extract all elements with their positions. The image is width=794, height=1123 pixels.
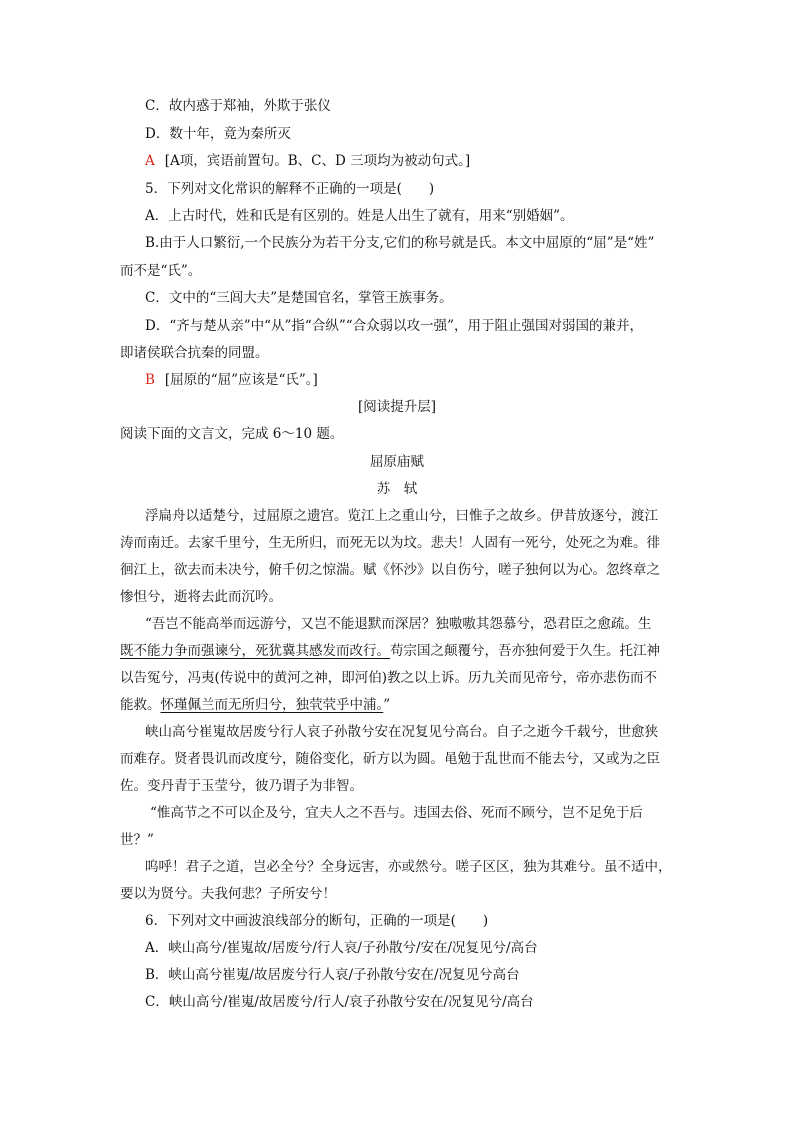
section-label: [阅读提升层]: [357, 399, 437, 415]
passage-p3-line3: 佐。变丹青于玉莹兮，彼乃谓子为非智。: [120, 778, 363, 794]
q5-answer-letter: B: [145, 372, 155, 388]
q5-option-b-line1: B.由于人口繁衍,一个民族分为若干分支,它们的称号就是氏。本文中屈原的“屈”是“姓”: [145, 235, 655, 251]
q5-answer: [145, 371, 318, 389]
q5-option-d-line2: 即诸侯联合抗秦的同盟。: [120, 345, 269, 361]
passage-p3-line2: 而难存。贤者畏讥而改度兮，随俗变化，斫方以为圆。黾勉于乱世而不能去兮，又或为之臣: [120, 751, 660, 767]
q5-answer-explanation: [屈原的“屈”应该是“氏”。]: [164, 372, 318, 388]
p2-line4-end: ”: [383, 697, 391, 713]
q4-answer-explanation: [A项，宾语前置句。B、C、D 三项均为被动句式。]: [164, 153, 471, 169]
q5-option-a: A．上古时代，姓和氏是有区别的。姓是人出生了就有，用来“别婚姻”。: [145, 208, 574, 224]
q6-stem: 6．下列对文中画波浪线部分的断句，正确的一项是( ): [145, 913, 489, 929]
passage-p2-line4: [120, 696, 390, 714]
passage-p2-line3: 以告冤兮，冯夷(传说中的黄河之神，即河伯)教之以上诉。历九关而见帝兮，帝亦悲伤而不: [120, 670, 658, 686]
passage-p5-line1: 呜呼！君子之道，岂必全兮？全身远害，亦或然兮。嗟子区区，独为其难兮。虽不适中，: [145, 859, 672, 875]
underlined-sentence-1: 既不能力争而强谏兮，死犹冀其感发而改行。: [120, 643, 390, 659]
q5-option-b-line2: 而不是“氏”。: [120, 263, 202, 279]
passage-p1-line4: 惨怛兮，逝将去此而沉吟。: [120, 589, 282, 605]
passage-p4-line1: “惟高节之不可以企及兮，宜夫人之不吾与。违国去俗、死而不顾兮，岂不足免于后: [150, 805, 643, 821]
passage-author: 苏 轼: [376, 481, 418, 497]
passage-p1-line2: 涛而南迁。去家千里兮，生无所归，而死无以为坟。悲夫！人固有一死兮，处死之为难。徘: [120, 535, 660, 551]
q4-answer-letter: A: [145, 153, 155, 169]
passage-p5-line2: 要以为贤兮。夫我何悲？子所安兮！: [120, 886, 336, 902]
q6-option-b: B．峡山高兮崔嵬/故居废兮行人哀/子孙散兮安在/况复见兮高台: [145, 967, 520, 983]
q6-option-c: C．峡山高兮/崔嵬/故居废兮/行人/哀子孙散兮安在/况复见兮/高台: [145, 994, 534, 1010]
passage-p2-line2: [120, 642, 660, 660]
p2-line4-pre: 能救。: [120, 697, 161, 713]
passage-p1-line1: 浮扁舟以适楚兮，过屈原之遗宫。览江上之重山兮，曰惟子之故乡。伊昔放逐兮，渡江: [145, 508, 658, 524]
passage-p2-line1: “吾岂不能高举而远游兮，又岂不能退默而深居？独嗷嗷其怨慕兮，恐君臣之愈疏。生: [145, 616, 652, 632]
q4-option-c: C．故内惑于郑袖，外欺于张仪: [145, 98, 331, 114]
q5-option-c: C．文中的“三闾大夫”是楚国官名，掌管王族事务。: [145, 290, 453, 306]
passage-p3-line1: 峡山高兮崔嵬故居废兮行人哀子孙散兮安在况复见兮高台。自子之逝今千载兮，世愈狭: [145, 724, 658, 740]
passage-p4-line2: 世？”: [120, 832, 154, 848]
q5-option-d-line1: D．“齐与楚从亲”中“从”指“合纵”“合众弱以攻一强”，用于阻止强国对弱国的兼并，: [145, 318, 644, 334]
q5-stem: 5．下列对文化常识的解释不正确的一项是( ): [145, 181, 435, 197]
p2-line2-rest: 苟宗国之颠覆兮，吾亦独何爱于久生。托江神: [390, 643, 660, 659]
underlined-sentence-2: 怀瑾佩兰而无所归兮，独茕茕乎中浦。: [160, 697, 384, 713]
section-instruction: 阅读下面的文言文，完成 6～10 题。: [120, 426, 344, 442]
q4-option-d: D．数十年，竟为秦所灭: [145, 126, 291, 142]
q4-answer: [145, 152, 470, 170]
q6-option-a: A．峡山高兮/崔嵬故/居废兮/行人哀/子孙散兮/安在/况复见兮/高台: [145, 940, 538, 956]
passage-p1-line3: 徊江上，欲去而未决兮，俯千仞之惊湍。赋《怀沙》以自伤兮，嗟子独何以为心。忽终章之: [120, 562, 660, 578]
passage-title: 屈原庙赋: [370, 454, 424, 470]
